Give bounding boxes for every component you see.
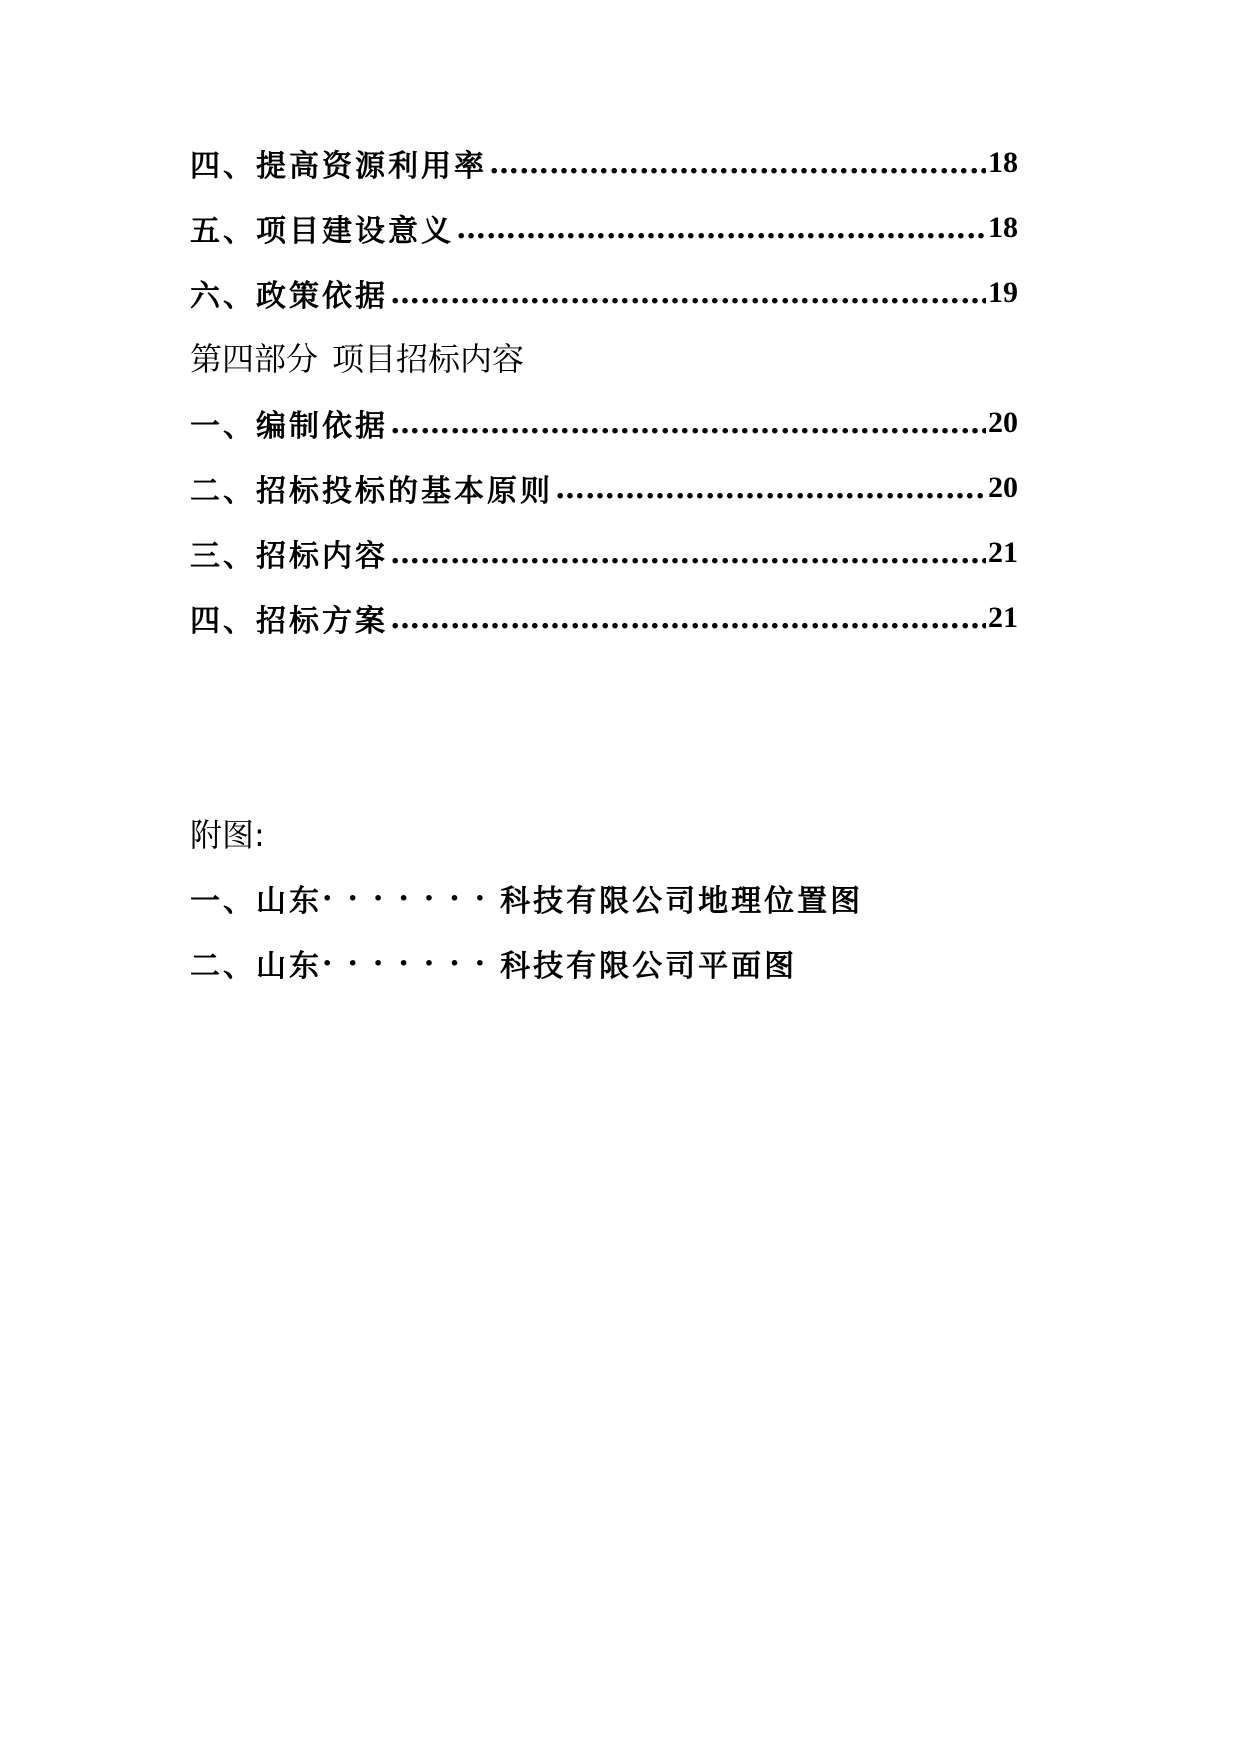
appendix-item-prefix: 二、山东 — [190, 949, 322, 984]
toc-page-number: 18 — [988, 211, 1018, 244]
toc-page-number: 21 — [988, 601, 1018, 634]
appendix-item-dots: ······· — [322, 880, 501, 916]
toc-leader-dots — [456, 211, 986, 246]
toc-entry[interactable] — [190, 138, 1018, 188]
toc-section-heading[interactable] — [190, 332, 524, 382]
appendix-item-suffix: 科技有限公司地理位置图 — [500, 884, 864, 919]
toc-page-number: 20 — [988, 406, 1018, 439]
appendix-title: 附图: — [190, 816, 265, 854]
toc-entry-label: 四、招标方案 — [190, 604, 388, 639]
toc-entry[interactable] — [190, 528, 1018, 578]
toc-entry-label: 二、招标投标的基本原则 — [190, 474, 553, 509]
toc-entry-label: 一、编制依据 — [190, 409, 388, 444]
appendix-item-suffix: 科技有限公司平面图 — [500, 949, 798, 984]
toc-page-number: 18 — [988, 146, 1018, 179]
section-heading-part: 第四部分 — [190, 340, 319, 378]
toc-leader-dots — [489, 146, 986, 181]
toc-page-number: 19 — [988, 276, 1018, 309]
toc-page-number: 21 — [988, 536, 1018, 569]
toc-leader-dots — [390, 406, 986, 441]
toc-entry[interactable] — [190, 398, 1018, 448]
toc-entry-label: 三、招标内容 — [190, 539, 388, 574]
toc-page-number: 20 — [988, 471, 1018, 504]
toc-entry[interactable] — [190, 268, 1018, 318]
toc-entry-label: 五、项目建设意义 — [190, 214, 454, 249]
appendix-item-prefix: 一、山东 — [190, 884, 322, 919]
toc-entry[interactable] — [190, 463, 1018, 513]
toc-entry-label: 六、政策依据 — [190, 279, 388, 314]
appendix-item[interactable] — [190, 873, 863, 923]
toc-leader-dots — [390, 601, 986, 636]
toc-leader-dots — [390, 536, 986, 571]
toc-leader-dots — [555, 471, 986, 506]
toc-entry[interactable] — [190, 593, 1018, 643]
section-heading-title: 项目招标内容 — [332, 340, 525, 378]
appendix-item-dots: ······· — [322, 945, 501, 981]
appendix-item[interactable] — [190, 938, 797, 988]
toc-entry-label: 四、提高资源利用率 — [190, 149, 487, 184]
toc-leader-dots — [390, 276, 986, 311]
appendix-heading — [190, 808, 265, 858]
toc-entry[interactable] — [190, 203, 1018, 253]
